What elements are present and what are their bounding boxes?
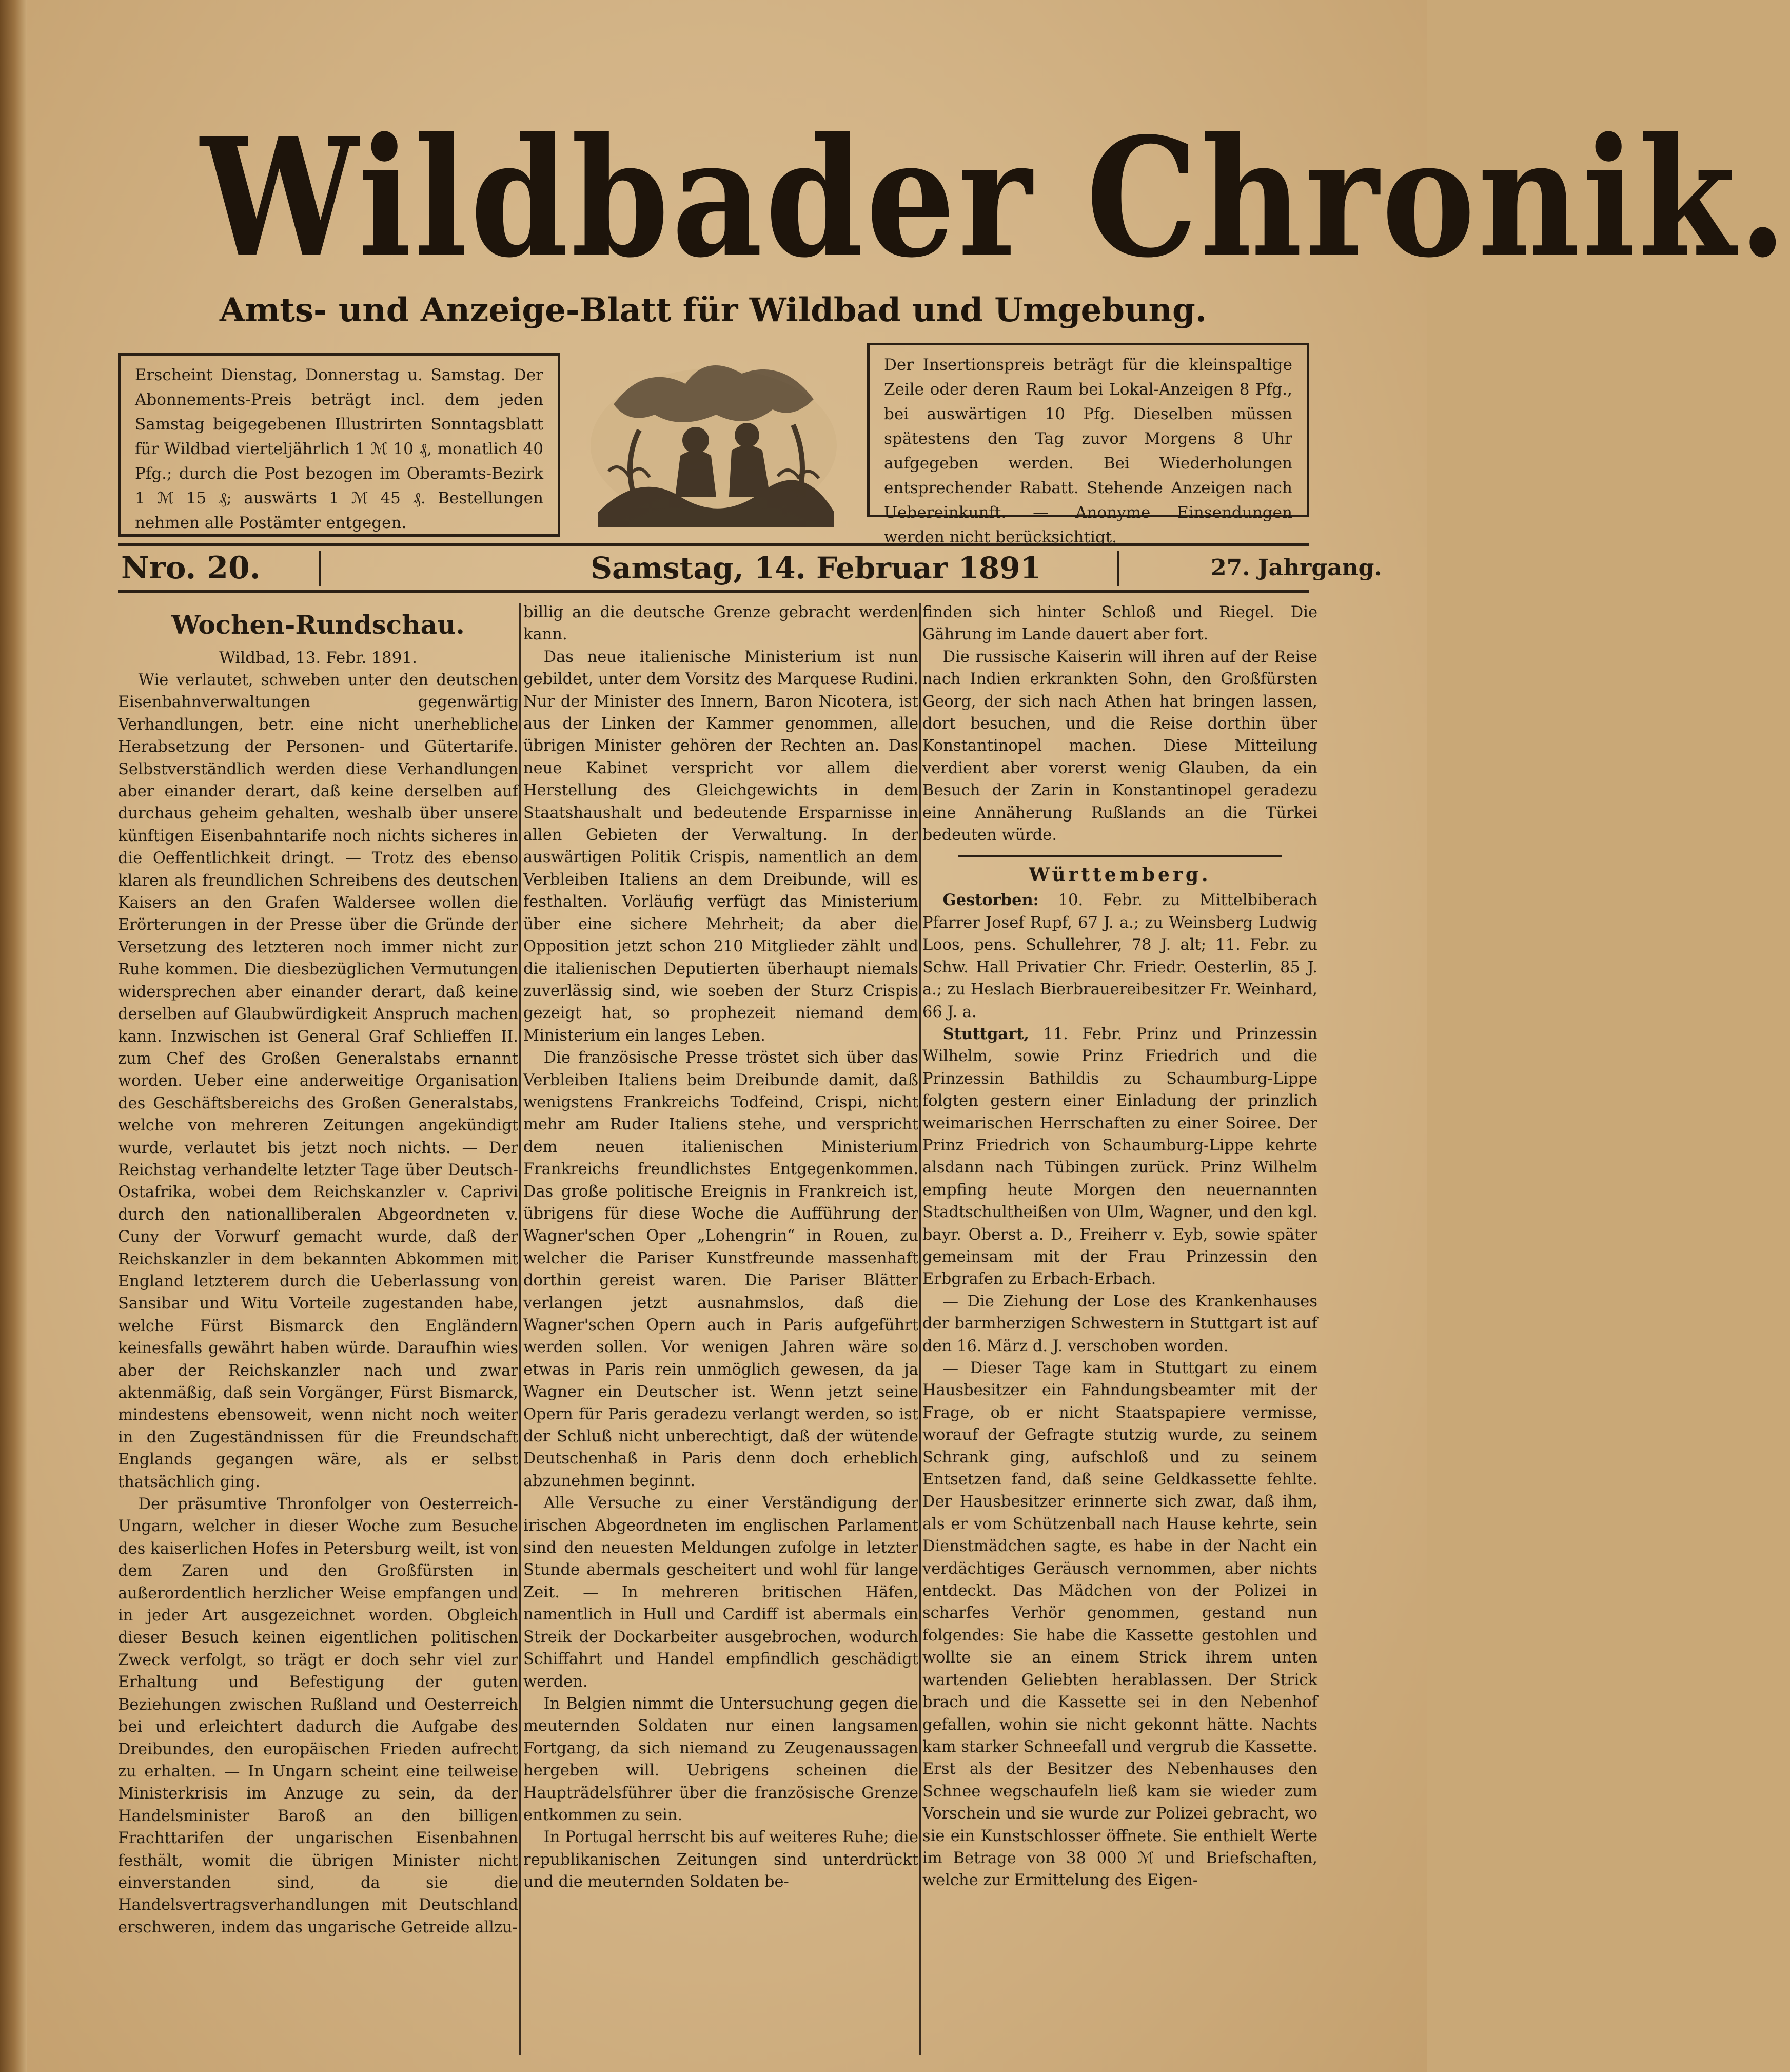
issue-number: Nro. 20. xyxy=(121,550,261,586)
article-dateline: Wildbad, 13. Febr. 1891. xyxy=(219,649,417,667)
article-paragraph: Das neue italienische Ministerium ist nun gebildet, unter dem Vorsitz des Marquese Rudini. Nur der Minister des Innern, Baron Nicotera, ist aus der Linken der Kammer genommen, alle übrigen Minister gehören der Rechten an. Das neue Kabinet verspricht vor allem die Herstellung des Gleichgewichts in dem Staatshaushalt und bedeutende Ersparnisse in allen Gebieten der Verwaltung. In der auswärtigen Politik Crispis, namentlich an dem Verbleiben Italiens an dem Dreibunde, will es festhalten. Vorläufig verfügt das Ministerium über eine sichere Mehrheit; da aber die Opposition jetzt schon 210 Mitglieder zählt und die italienischen Deputierten überhaupt niemals zuverlässig sind, wie soeben der Sturz Crispis gezeigt hat, so prophezeit niemand dem Ministerium ein langes Leben. xyxy=(523,648,918,1045)
article-paragraph: billig an die deutsche Grenze gebracht werden kann. xyxy=(523,603,918,644)
stuttgart-lead: Stuttgart, xyxy=(942,1024,1029,1043)
article-column-2 xyxy=(523,601,918,2038)
article-paragraph: — Die Ziehung der Lose des Krankenhauses der barmherzigen Schwestern in Stuttgart ist auf den 16. März d. J. verschoben worden. xyxy=(922,1292,1317,1355)
article-paragraph: Wie verlautet, schweben unter den deutschen Eisenbahnverwaltungen gegenwärtig Verhandlungen, betr. eine nicht unerhebliche Herabsetzung der Personen- und Gütertarife. Selbstverständlich werden diese Verhandlungen aber einander derart, daß keine derselben auf durchaus geheim gehalten, weshalb über unsere künftigen Eisenbahntarife noch nichts sicheres in die Oeffentlichkeit dringt. — Trotz des ebenso klaren als freundlichen Schreibens des deutschen Kaisers an den Grafen Waldersee wollen die Erörterungen in der Presse über die Gründe der Versetzung des letzteren noch immer nicht zur Ruhe kommen. Die diesbezüglichen Vermutungen widersprechen aber einander derart, daß keine derselben auf Glaubwürdigkeit Anspruch machen kann. Inzwischen ist General Graf Schlieffen II. zum Chef des Großen Generalstabs ernannt worden. Ueber eine anderweitige Organisation des Geschäftsbereichs des Großen Generalstabs, welche von mehreren Zeitungen angekündigt wurde, verlautet bis jetzt noch nichts. — Der Reichstag verhandelte letzter Tage über Deutsch-Ostafrika, wobei dem Reichskanzler v. Caprivi durch den nationalliberalen Abgeordneten v. Cuny der Vorwurf gemacht wurde, daß der Reichskanzler in dem bekannten Abkommen mit England letzterem durch die Ueberlassung von Sansibar und Witu Vorteile zugestanden habe, welche Fürst Bismarck den Engländern keinesfalls gewährt haben würde. Daraufhin wies aber der Reichskanzler nach und zwar aktenmäßig, daß sein Vorgänger, Fürst Bismarck, mindestens ebensoweit, wenn nicht noch weiter in den Zugeständnissen für die Freundschaft Englands gegangen wäre, als er selbst thatsächlich ging. xyxy=(118,671,518,1491)
issue-volume: 27. Jahrgang. xyxy=(1211,555,1382,581)
issue-dateline xyxy=(118,543,1382,593)
article-paragraph: Alle Versuche zu einer Verständigung der irischen Abgeordneten im englischen Parlament sind den neuesten Meldungen zufolge in letzter Stunde abermals gescheitert und wohl für lange Zeit. — In mehreren britischen Häfen, namentlich in Hull und Cardiff ist abermals ein Streik der Dockarbeiter ausgebrochen, wodurch Schiffahrt und Handel empfindlich geschädigt werden. xyxy=(523,1494,918,1691)
article-paragraph: — Dieser Tage kam in Stuttgart zu einem Hausbesitzer ein Fahndungsbeamter mit der Frage, ob er nicht Staatspapiere vermisse, worauf der Gefragte stutzig wurde, zu seinem Schrank ging, aufschloß und zu seinem Entsetzen fand, daß seine Geldkassette fehlte. Der Hausbesitzer erinnerte sich zwar, daß ihm, als er vom Schützenball nach Hause kehrte, sein Dienstmädchen sagte, es habe in der Nacht ein verdächtiges Geräusch vernommen, aber nichts entdeckt. Das Mädchen von der Polizei in scharfes Verhör genommen, gestand nun folgendes: Sie habe die Kassette gestohlen und wollte sie an einem Strick ihrem unten wartenden Geliebten herablassen. Der Strick brach und die Kassette sei in den Nebenhof gefallen, wohin sie nicht gekonnt hätte. Nachts kam starker Schneefall und vergrub die Kassette. Erst als der Besitzer des Nebenhauses den Schnee wegschaufeln ließ kam sie wieder zum Vorschein und sie wurde zur Polizei gebracht, wo sie ein Kunstschlosser öffnete. Sie enthielt Werte im Betrage von 38 000 ℳ und Briefschaften, welche zur Ermittelung des Eigen- xyxy=(922,1359,1317,1890)
article-paragraph: In Belgien nimmt die Untersuchung gegen die meuternden Soldaten nur einen langsamen Fortgang, da sich niemand zu Zeugenaussagen hergeben will. Uebrigens scheinen die Haupträdelsführer über die französische Grenze entkommen zu sein. xyxy=(523,1694,918,1824)
article-paragraph: Die französische Presse tröstet sich über das Verbleiben Italiens beim Dreibunde damit, daß wenigstens Frankreichs Todfeind, Crispi, nicht mehr am Ruder Italiens stehe, und verspricht dem neuen italienischen Ministerium Frankreichs freundlichstes Entgegenkommen. Das große politische Ereignis in Frankreich ist, übrigens für diese Woche die Aufführung der Wagner'schen Oper „Lohengrin“ in Rouen, zu welcher die Pariser Kunstfreunde massenhaft dorthin gereist waren. Die Pariser Blätter verlangen jetzt ausnahmslos, daß die Wagner'schen Opern auch in Paris aufgeführt werden sollen. Vor wenigen Jahren wäre so etwas in Paris rein unmöglich gewesen, da ja Wagner ein Deutscher ist. Wenn jetzt seine Opern für Paris geradezu verlangt werden, so ist der Schluß nicht unberechtigt, daß der wütende Deutschenhaß in Paris denn doch erheblich abzunehmen beginnt. xyxy=(523,1049,918,1490)
subscription-info-text: Erscheint Dienstag, Donnerstag u. Samstag. Der Abonnements-Preis beträgt incl. dem jeden Samstag beigegebenen Illustrirten Sonntagsblatt für Wildbad vierteljährlich 1 ℳ 10 ₰, monatlich 40 Pfg.; durch die Post bezogen im Oberamts-Bezirk 1 ℳ 15 ₰; auswärts 1 ℳ 45 ₰. Bestellungen nehmen alle Postämter entgegen. xyxy=(135,366,543,532)
deaths-text: 10. Febr. zu Mittelbiberach Pfarrer Josef Rupf, 67 J. a.; zu Weinsberg Ludwig Loos, pens. Schullehrer, 78 J. alt; 11. Febr. zu Schw. Hall Privatier Chr. Friedr. Oesterlin, 85 J. a.; zu Heslach Bierbrauereibesitzer Fr. Weinhard, 66 J. a. xyxy=(922,891,1317,1021)
stuttgart-text: 11. Febr. Prinz und Prinzessin Wilhelm, sowie Prinz Friedrich und die Prinzessin Bathildis zu Schaumburg-Lippe folgten gestern einer Einladung der prinzlich weimarischen Herrschaften zu einer Soiree. Der Prinz Friedrich von Schaumburg-Lippe kehrte alsdann nach Tübingen zurück. Prinz Wilhelm empfing heute Morgen den neuernannten Stadtschultheißen von Ulm, Wagner, und den kgl. bayr. Oberst a. D., Freiherr v. Eyb, sowie später gemeinsam mit der Frau Prinzessin den Erbgrafen zu Erbach-Erbach. xyxy=(922,1025,1318,1288)
advertising-info-box xyxy=(867,343,1309,546)
stuttgart-notice xyxy=(922,1023,1317,1291)
section-rule xyxy=(958,855,1282,857)
masthead-vignette-illustration xyxy=(578,343,850,533)
column-rule xyxy=(519,603,521,2055)
article-paragraph: Der präsumtive Thronfolger von Oesterreich-Ungarn, welcher in dieser Woche zum Besuche des kaiserlichen Hofes in Petersburg weilt, ist von dem Zaren und den Großfürsten in außerordentlich herzlicher Weise empfangen und in jeder Art ausgezeichnet worden. Obgleich dieser Besuch keinen eigentlichen politischen Zweck verfolgt, so trägt er doch sehr viel zur Erhaltung und Befestigung der guten Beziehungen zwischen Rußland und Oesterreich bei und erleichtert dadurch die Aufgabe des Dreibundes, den europäischen Frieden aufrecht zu erhalten. — In Ungarn scheint eine teilweise Ministerkrisis im Anzuge zu sein, da der Handelsminister Baroß an den billigen Frachttarifen der ungarischen Eisenbahnen festhält, womit die übrigen Minister nicht einverstanden sind, da sie die Handelsvertragsverhandlungen mit Deutschland erschweren, indem das ungarische Getreide allzu- xyxy=(118,1495,518,1937)
deaths-notice xyxy=(922,889,1317,1023)
dateline-divider xyxy=(319,551,321,586)
article-paragraph: finden sich hinter Schloß und Riegel. Die Gährung im Lande dauert aber fort. xyxy=(922,603,1317,644)
subscription-info-box xyxy=(118,353,560,537)
masthead-title: Wildbader Chronik. xyxy=(201,102,1790,294)
masthead-subtitle: Amts- und Anzeige-Blatt für Wildbad und Umgebung. xyxy=(219,291,1207,329)
section-heading: Württemberg. xyxy=(1029,864,1211,886)
book-spine-shadow xyxy=(0,0,27,2072)
dateline-divider xyxy=(1117,551,1119,586)
column-rule xyxy=(919,603,921,2055)
article-column-1 xyxy=(118,601,518,2038)
article-paragraph: Die russische Kaiserin will ihren auf der Reise nach Indien erkrankten Sohn, den Großfürsten Georg, der sich nach Athen hat bringen lassen, dort besuchen, und die Reise dorthin über Konstantinopel machen. Diese Mitteilung verdient aber vorerst wenig Glauben, da ein Besuch der Zarin in Konstantinopel geradezu eine Annäherung Rußlands an die Türkei bedeuten würde. xyxy=(922,648,1317,845)
advertising-info-text: Der Insertionspreis beträgt für die kleinspaltige Zeile oder deren Raum bei Lokal-Anzeigen 8 Pfg., bei auswärtigen 10 Pfg. Dieselben müssen spätestens den Tag zuvor Morgens 8 Uhr aufgegeben werden. Bei Wiederholungen entsprechender Rabatt. Stehende Anzeigen nach Uebereinkunft. — Anonyme Einsendungen werden nicht berücksichtigt. xyxy=(884,356,1292,546)
issue-date: Samstag, 14. Februar 1891 xyxy=(591,551,1041,585)
article-column-3 xyxy=(922,601,1317,2038)
article-paragraph: In Portugal herrscht bis auf weiteres Ruhe; die republikanischen Zeitungen sind unterdrückt und die meuternden Soldaten be- xyxy=(523,1828,918,1891)
deaths-lead: Gestorben: xyxy=(942,891,1039,910)
article-headline: Wochen-Rundschau. xyxy=(171,610,465,640)
